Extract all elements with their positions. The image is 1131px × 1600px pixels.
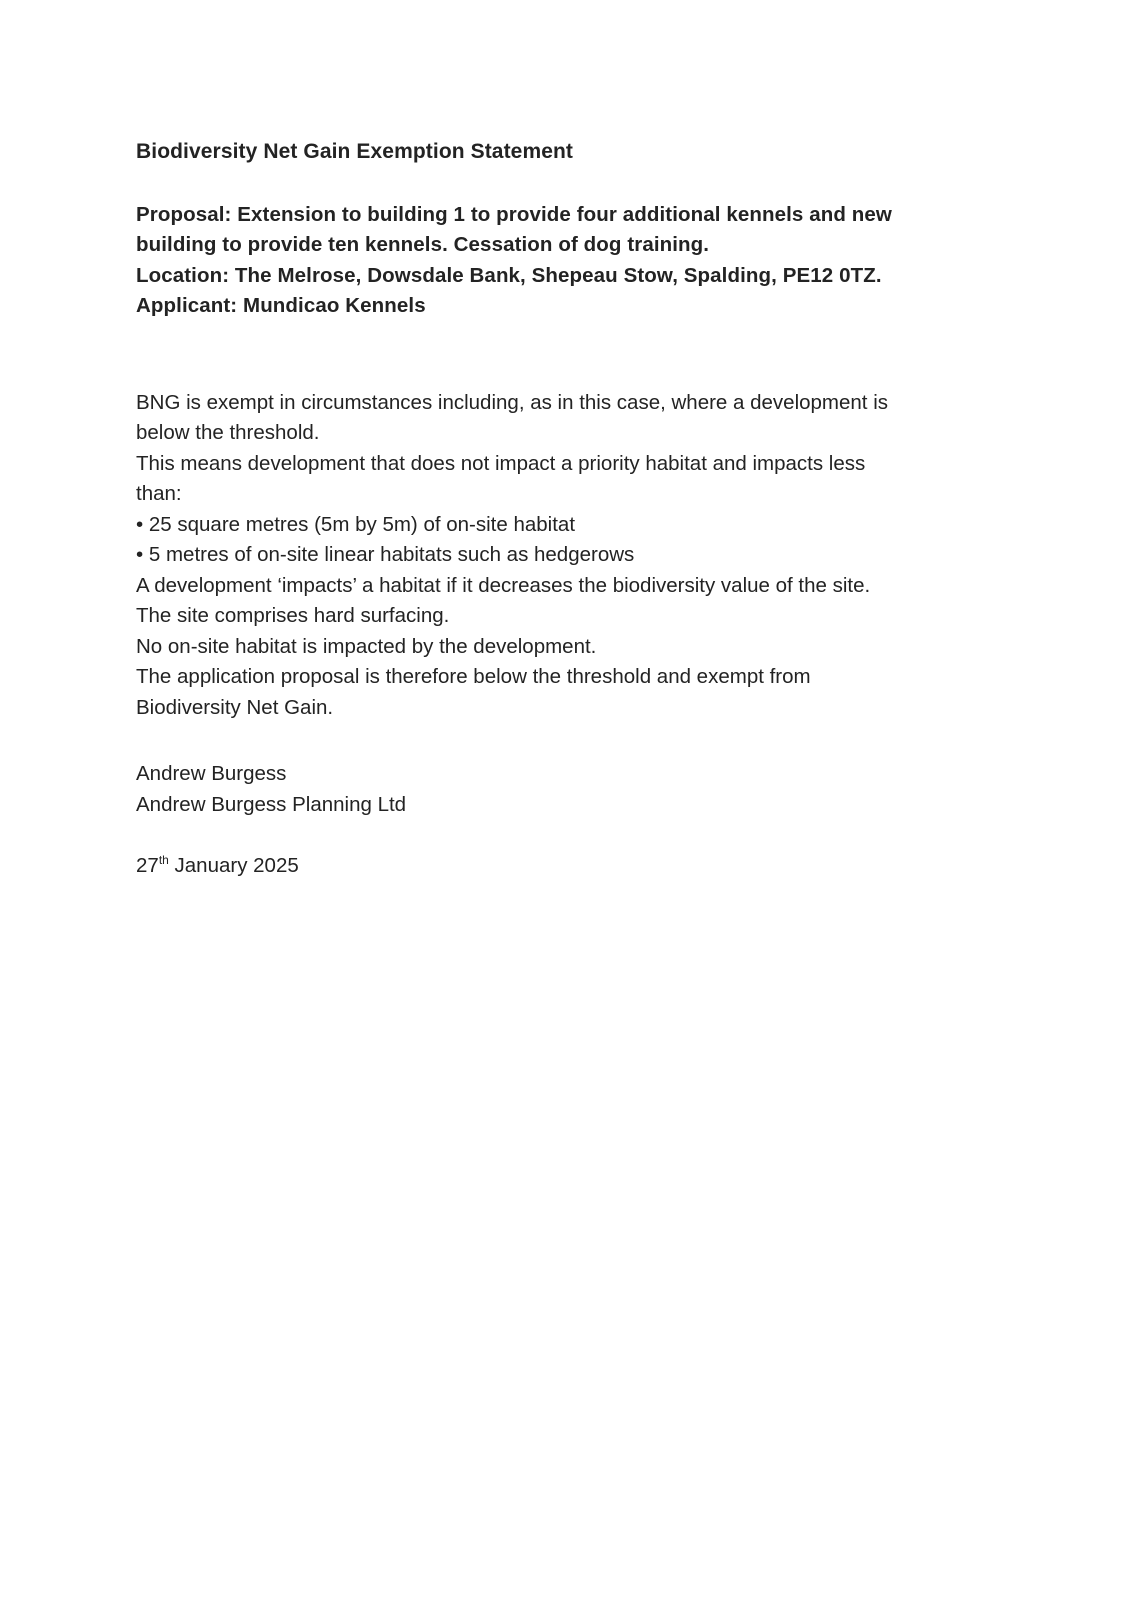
bullet-item-onsite-habitat: • 25 square metres (5m by 5m) of on-site habitat [136,512,576,536]
body-line: Biodiversity Net Gain. [136,695,334,719]
body-line: BNG is exempt in circumstances including, as in this case, where a development is [136,390,889,414]
body-line: than: [136,482,182,505]
signature-block [136,759,1051,820]
date-day: 27 [136,854,159,877]
date-month-year: January 2025 [168,854,299,877]
document-date [136,851,1051,882]
body-line: This means development that does not impact a priority habitat and impacts less [136,451,866,475]
body-line: No on-site habitat is impacted by the development. [136,634,597,658]
body-line: below the threshold. [136,421,320,444]
signature-name: Andrew Burgess [136,762,287,785]
body-line: The application proposal is therefore below the threshold and exempt from [136,665,811,688]
date-ordinal-suffix: th [158,853,169,868]
applicant-line: Applicant: Mundicao Kennels [136,294,426,317]
statement-body [136,388,1051,724]
body-line: A development ‘impacts’ a habitat if it decreases the biodiversity value of the site. [136,573,871,597]
document-title: Biodiversity Net Gain Exemption Statement [136,140,574,163]
bullet-item-linear-habitats: • 5 metres of on-site linear habitats such as hedgerows [136,543,635,566]
proposal-line-2: building to provide ten kennels. Cessation of dog training. [136,233,710,256]
location-line: Location: The Melrose, Dowsdale Bank, Shepeau Stow, Spalding, PE12 0TZ. [136,263,882,287]
proposal-line-1: Proposal: Extension to building 1 to provide four additional kennels and new [136,202,892,226]
signature-company: Andrew Burgess Planning Ltd [136,792,407,816]
body-line: The site comprises hard surfacing. [136,604,450,627]
proposal-meta-block [136,200,1051,322]
